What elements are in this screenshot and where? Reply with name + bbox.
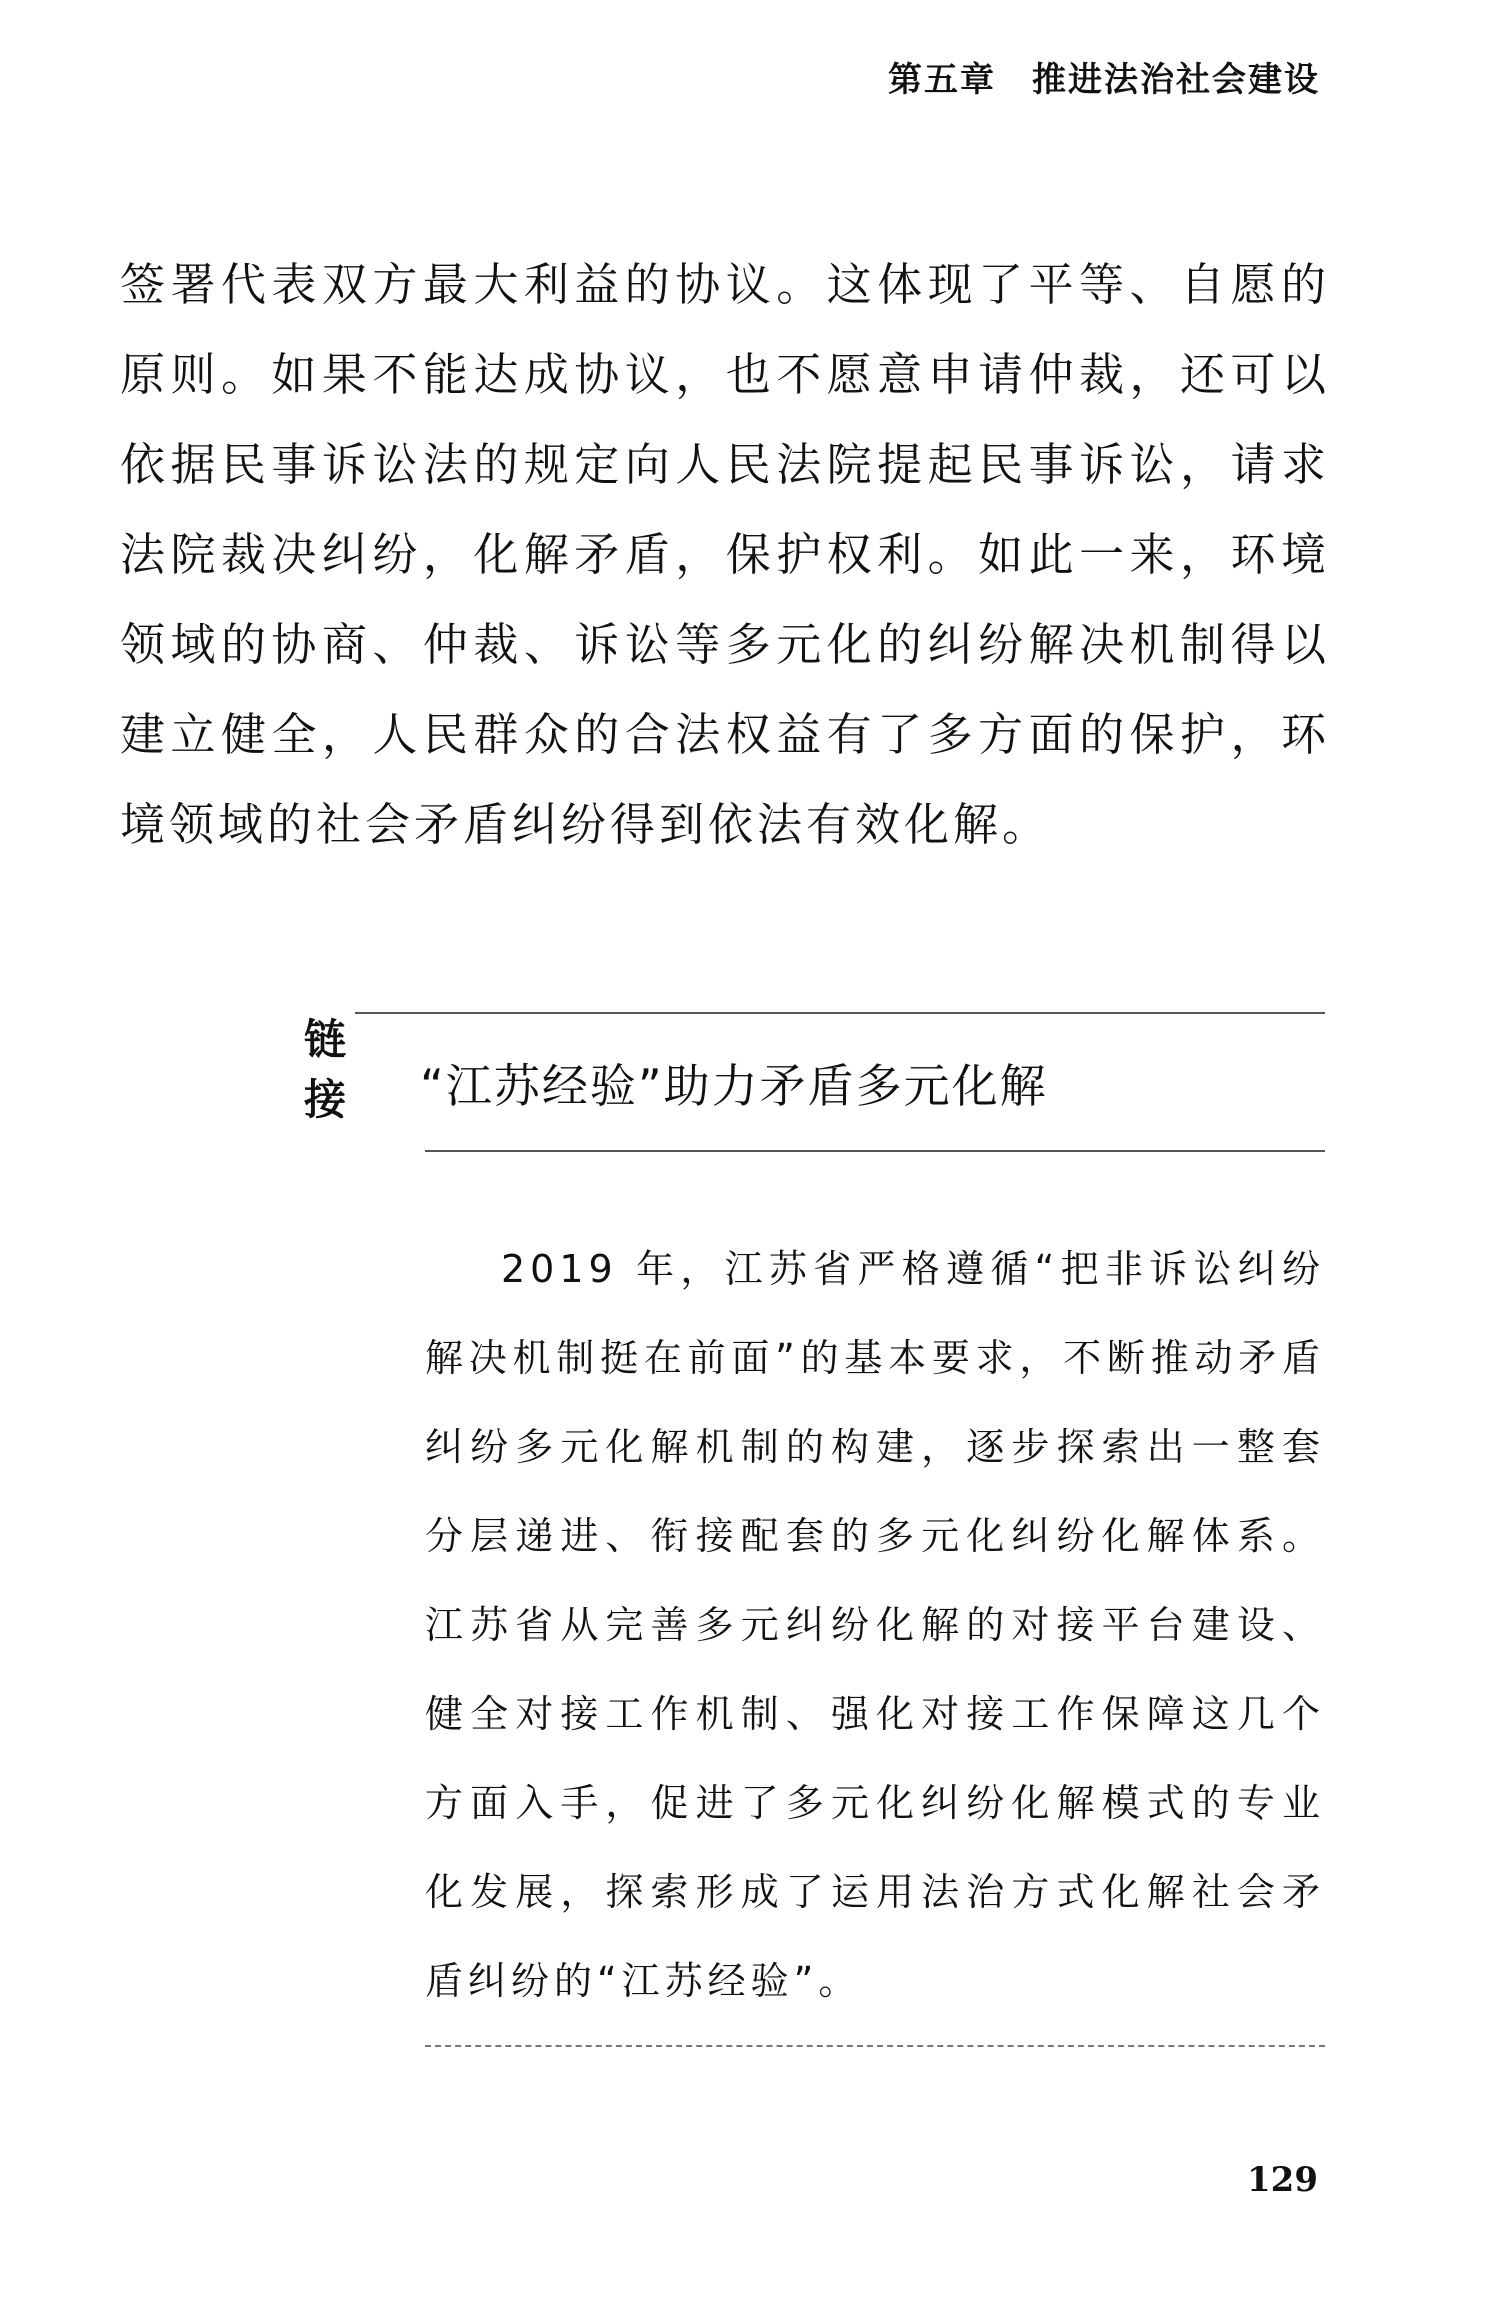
link-label-char-2: 接	[303, 1075, 346, 1124]
page-number: 129	[1247, 2160, 1318, 2200]
chapter-number: 第五章	[888, 60, 996, 100]
link-box-top-rule	[355, 1012, 1325, 1014]
link-box-label	[300, 1010, 350, 1130]
chapter-title: 推进法治社会建设	[1032, 60, 1320, 100]
body-paragraph: 签署代表双方最大利益的协议。这体现了平等、自愿的原则。如果不能达成协议，也不愿意申请仲裁，还可以依据民事诉讼法的规定向人民法院提起民事诉讼，请求法院裁决纠纷，化解矛盾，保护权利。如此一来，环境领域的协商、仲裁、诉讼等多元化的纠纷解决机制得以建立健全，人民群众的合法权益有了多方面的保护，环境领域的社会矛盾纠纷得到依法有效化解。	[120, 258, 1330, 851]
running-head	[888, 52, 1320, 101]
link-box-paragraph: 2019 年，江苏省严格遵循“把非诉讼纠纷解决机制挺在前面”的基本要求，不断推动矛盾纠纷多元化解机制的构建，逐步探索出一整套分层递进、衔接配套的多元化纠纷化解体系。江苏省从完善多元纠纷化解的对接平台建设、健全对接工作机制、强化对接工作保障这几个方面入手，促进了多元化纠纷化解模式的专业化发展，探索形成了运用法治方式化解社会矛盾纠纷的“江苏经验”。	[425, 1247, 1325, 2003]
link-label-char-1: 链	[303, 1015, 346, 1064]
link-box-title-rule	[425, 1150, 1325, 1152]
link-box-title: “江苏经验”助力矛盾多元化解	[420, 1059, 1048, 1113]
link-box-bottom-rule	[425, 2045, 1325, 2047]
